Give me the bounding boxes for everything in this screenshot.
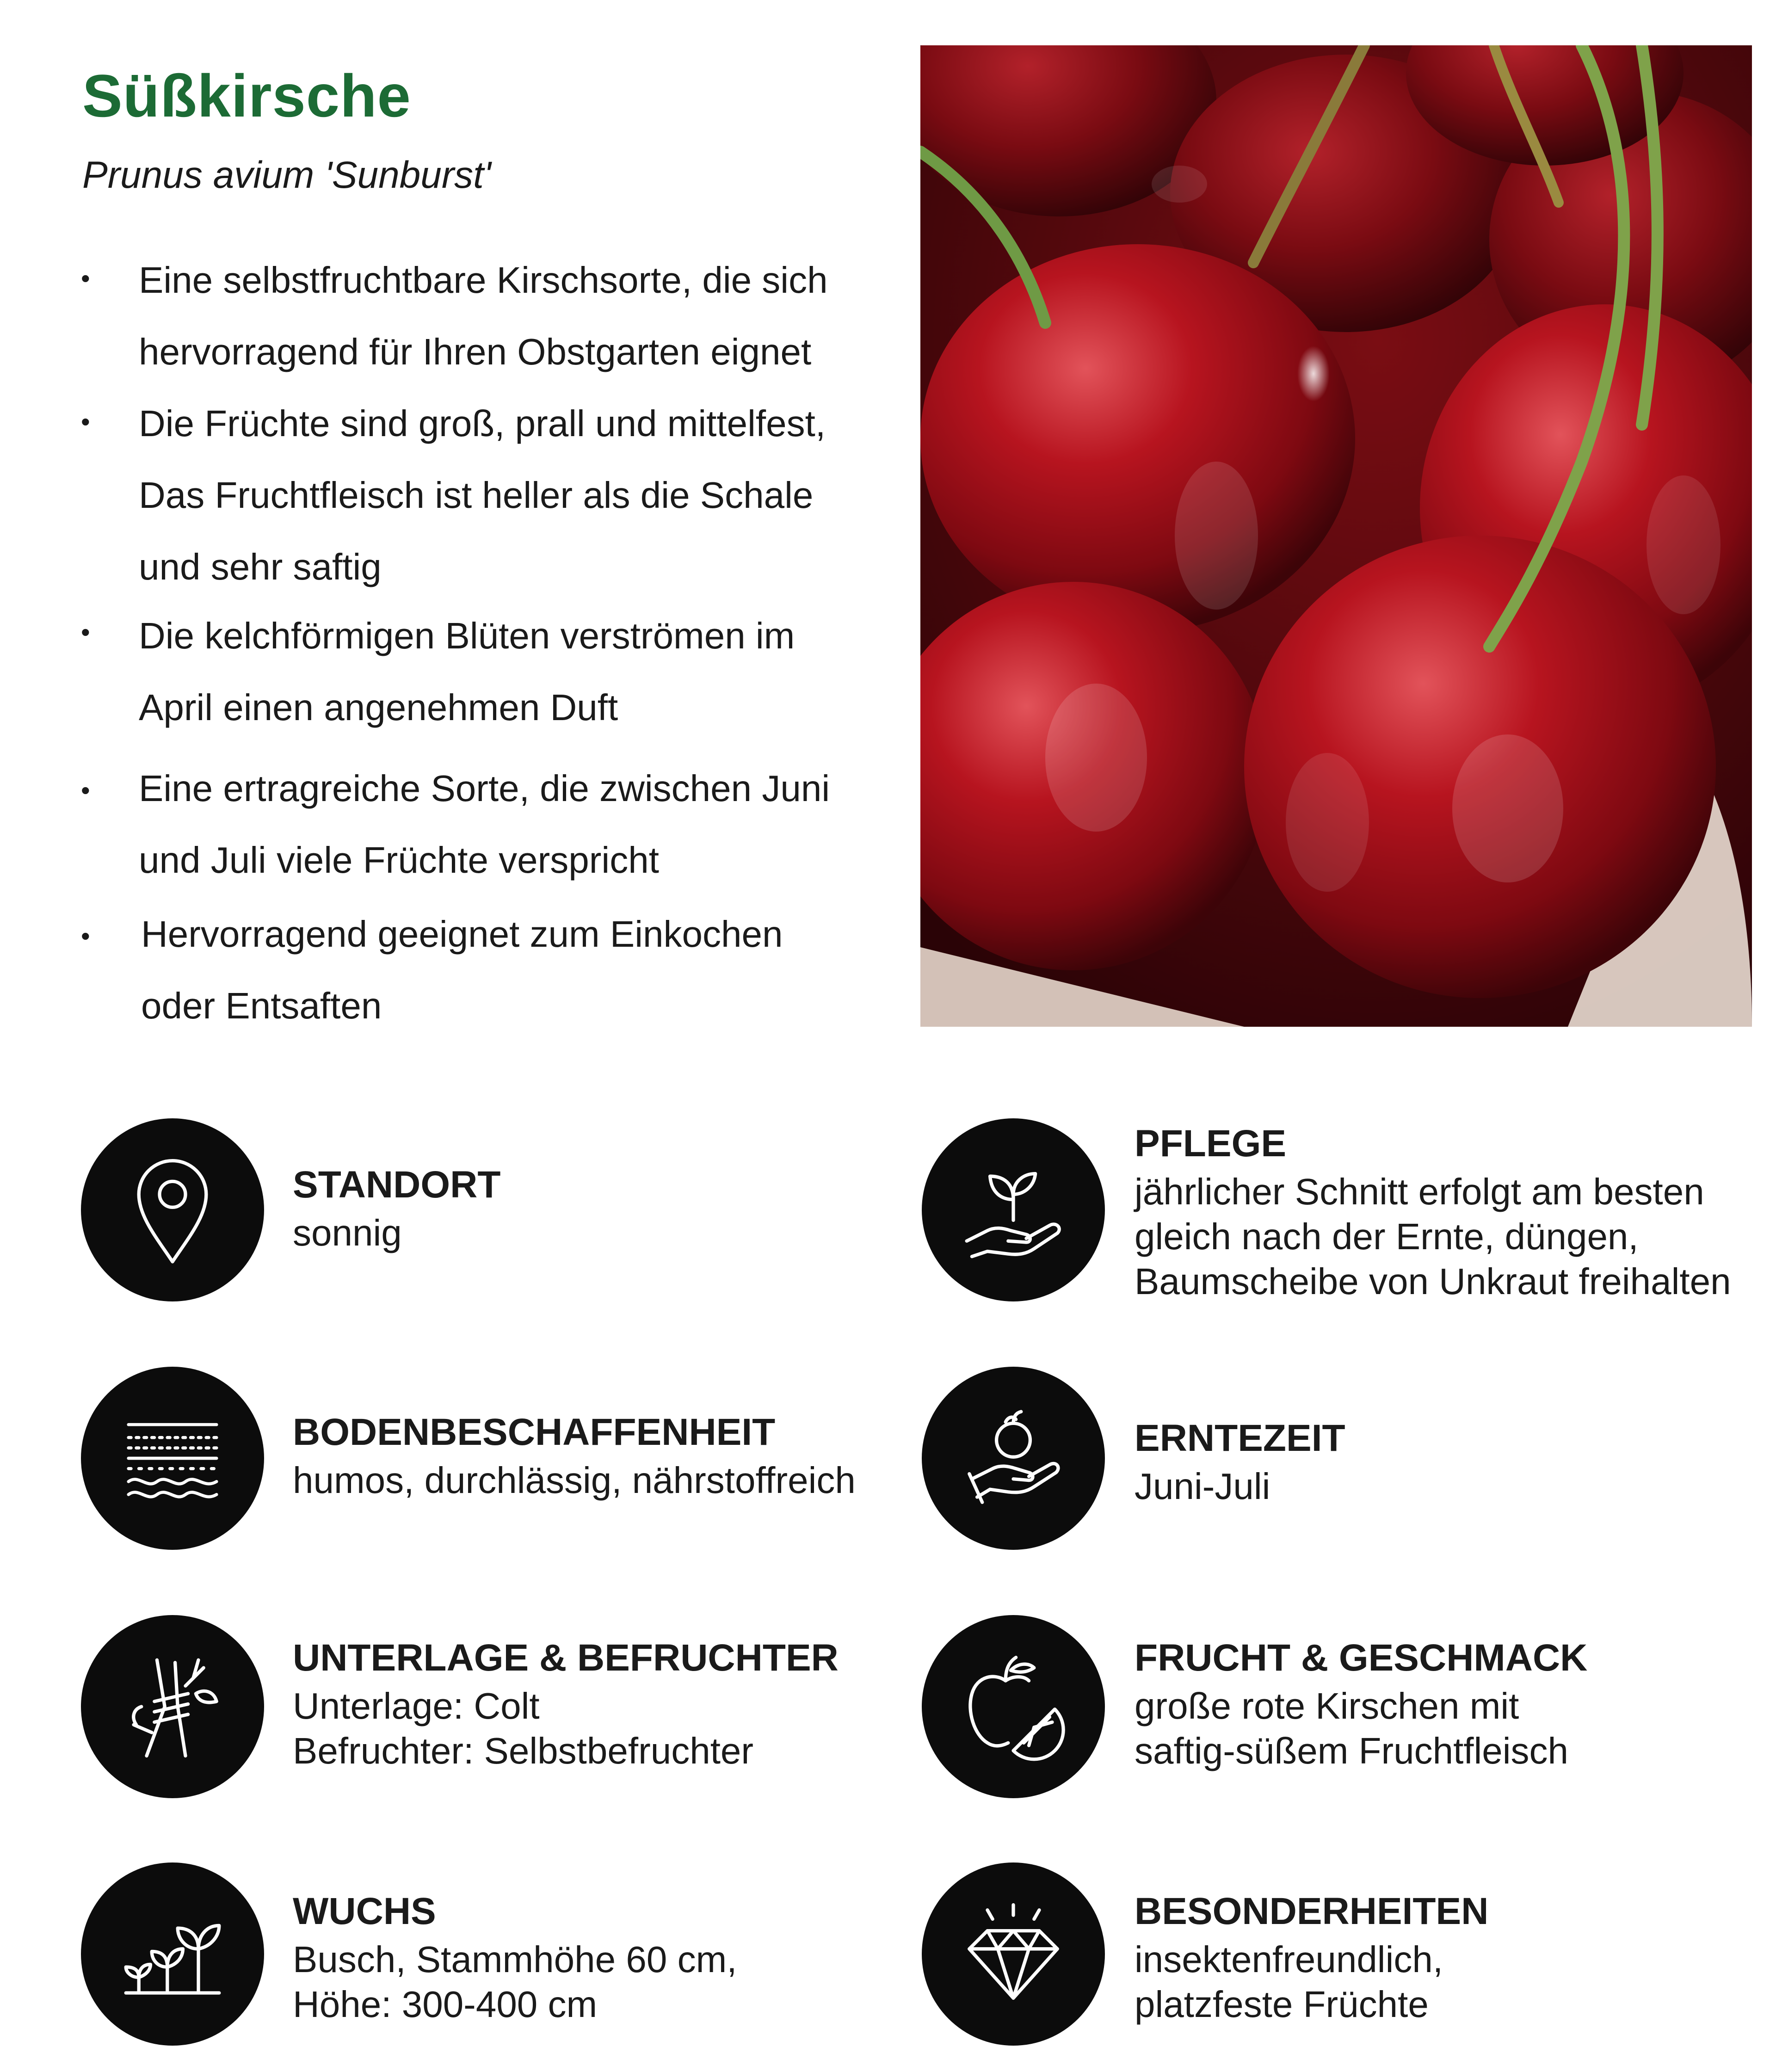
feature-title: PFLEGE bbox=[1135, 1122, 1287, 1165]
apple-citrus-icon bbox=[922, 1615, 1105, 1798]
bullet-line: Die Früchte sind groß, prall und mittelfest, bbox=[139, 403, 826, 444]
feature-value: Befruchter: Selbstbefruchter bbox=[293, 1730, 754, 1771]
feature-ernte bbox=[1135, 1413, 1345, 1509]
growing-plants-icon bbox=[81, 1862, 264, 2046]
bullet-dot: • bbox=[81, 407, 90, 436]
feature-value: Unterlage: Colt bbox=[293, 1685, 540, 1727]
feature-frucht bbox=[1135, 1633, 1587, 1773]
feature-standort bbox=[293, 1159, 500, 1255]
feature-value: Juni-Juli bbox=[1135, 1466, 1270, 1507]
cherry-photo bbox=[920, 45, 1752, 1027]
bullet-line: Das Fruchtfleisch ist heller als die Schale bbox=[139, 475, 814, 516]
feature-title: ERNTEZEIT bbox=[1135, 1417, 1345, 1459]
bullet-line: oder Entsaften bbox=[141, 985, 382, 1026]
bullet-dot: • bbox=[81, 776, 90, 805]
bullet-dot: • bbox=[81, 921, 90, 950]
feature-value: große rote Kirschen mit bbox=[1135, 1685, 1519, 1727]
bullet-line: Hervorragend geeignet zum Einkochen bbox=[141, 913, 783, 955]
feature-value: Baumscheibe von Unkraut freihalten bbox=[1135, 1261, 1731, 1302]
feature-besonderheiten bbox=[1135, 1886, 1488, 2027]
bullet-line: und Juli viele Früchte verspricht bbox=[139, 839, 659, 881]
soil-layers-icon bbox=[81, 1367, 264, 1550]
bullet-line: hervorragend für Ihren Obstgarten eignet bbox=[139, 331, 812, 372]
diamond-icon bbox=[922, 1862, 1105, 2046]
bullet-dot: • bbox=[81, 617, 90, 647]
feature-boden bbox=[293, 1407, 856, 1503]
bullet-dot: • bbox=[81, 264, 90, 293]
grafted-branch-icon bbox=[81, 1615, 264, 1798]
feature-value: platzfeste Früchte bbox=[1135, 1984, 1429, 2025]
feature-value: Busch, Stammhöhe 60 cm, bbox=[293, 1939, 737, 1980]
feature-value: Höhe: 300-400 cm bbox=[293, 1984, 598, 2025]
bullet-line: Eine ertragreiche Sorte, die zwischen Juni bbox=[139, 768, 830, 809]
bullet-line: und sehr saftig bbox=[139, 546, 382, 587]
feature-title: BESONDERHEITEN bbox=[1135, 1890, 1489, 1932]
hand-seedling-icon bbox=[922, 1118, 1105, 1301]
feature-wuchs bbox=[293, 1886, 737, 2027]
feature-title: BODENBESCHAFFENHEIT bbox=[293, 1411, 776, 1453]
feature-title: STANDORT bbox=[293, 1164, 501, 1206]
feature-title: FRUCHT & GESCHMACK bbox=[1135, 1637, 1588, 1679]
feature-value: saftig-süßem Fruchtfleisch bbox=[1135, 1730, 1569, 1771]
feature-title: WUCHS bbox=[293, 1890, 436, 1932]
bullet-line: Die kelchförmigen Blüten verströmen im bbox=[139, 615, 795, 656]
feature-pflege bbox=[1135, 1118, 1731, 1304]
feature-value: humos, durchlässig, nährstoffreich bbox=[293, 1460, 856, 1501]
hand-fruit-icon bbox=[922, 1367, 1105, 1550]
botanical-name: Prunus avium 'Sunburst' bbox=[82, 154, 491, 196]
feature-value: jährlicher Schnitt erfolgt am besten bbox=[1135, 1171, 1704, 1212]
location-pin-icon bbox=[81, 1118, 264, 1301]
bullet-line: April einen angenehmen Duft bbox=[139, 687, 618, 728]
feature-value: gleich nach der Ernte, düngen, bbox=[1135, 1216, 1639, 1257]
feature-value: sonnig bbox=[293, 1212, 402, 1253]
bullet-line: Eine selbstfruchtbare Kirschsorte, die sich bbox=[139, 259, 828, 301]
feature-unterlage bbox=[293, 1633, 839, 1773]
product-title: Süßkirsche bbox=[82, 62, 411, 130]
feature-title: UNTERLAGE & BEFRUCHTER bbox=[293, 1637, 839, 1679]
feature-value: insektenfreundlich, bbox=[1135, 1939, 1443, 1980]
